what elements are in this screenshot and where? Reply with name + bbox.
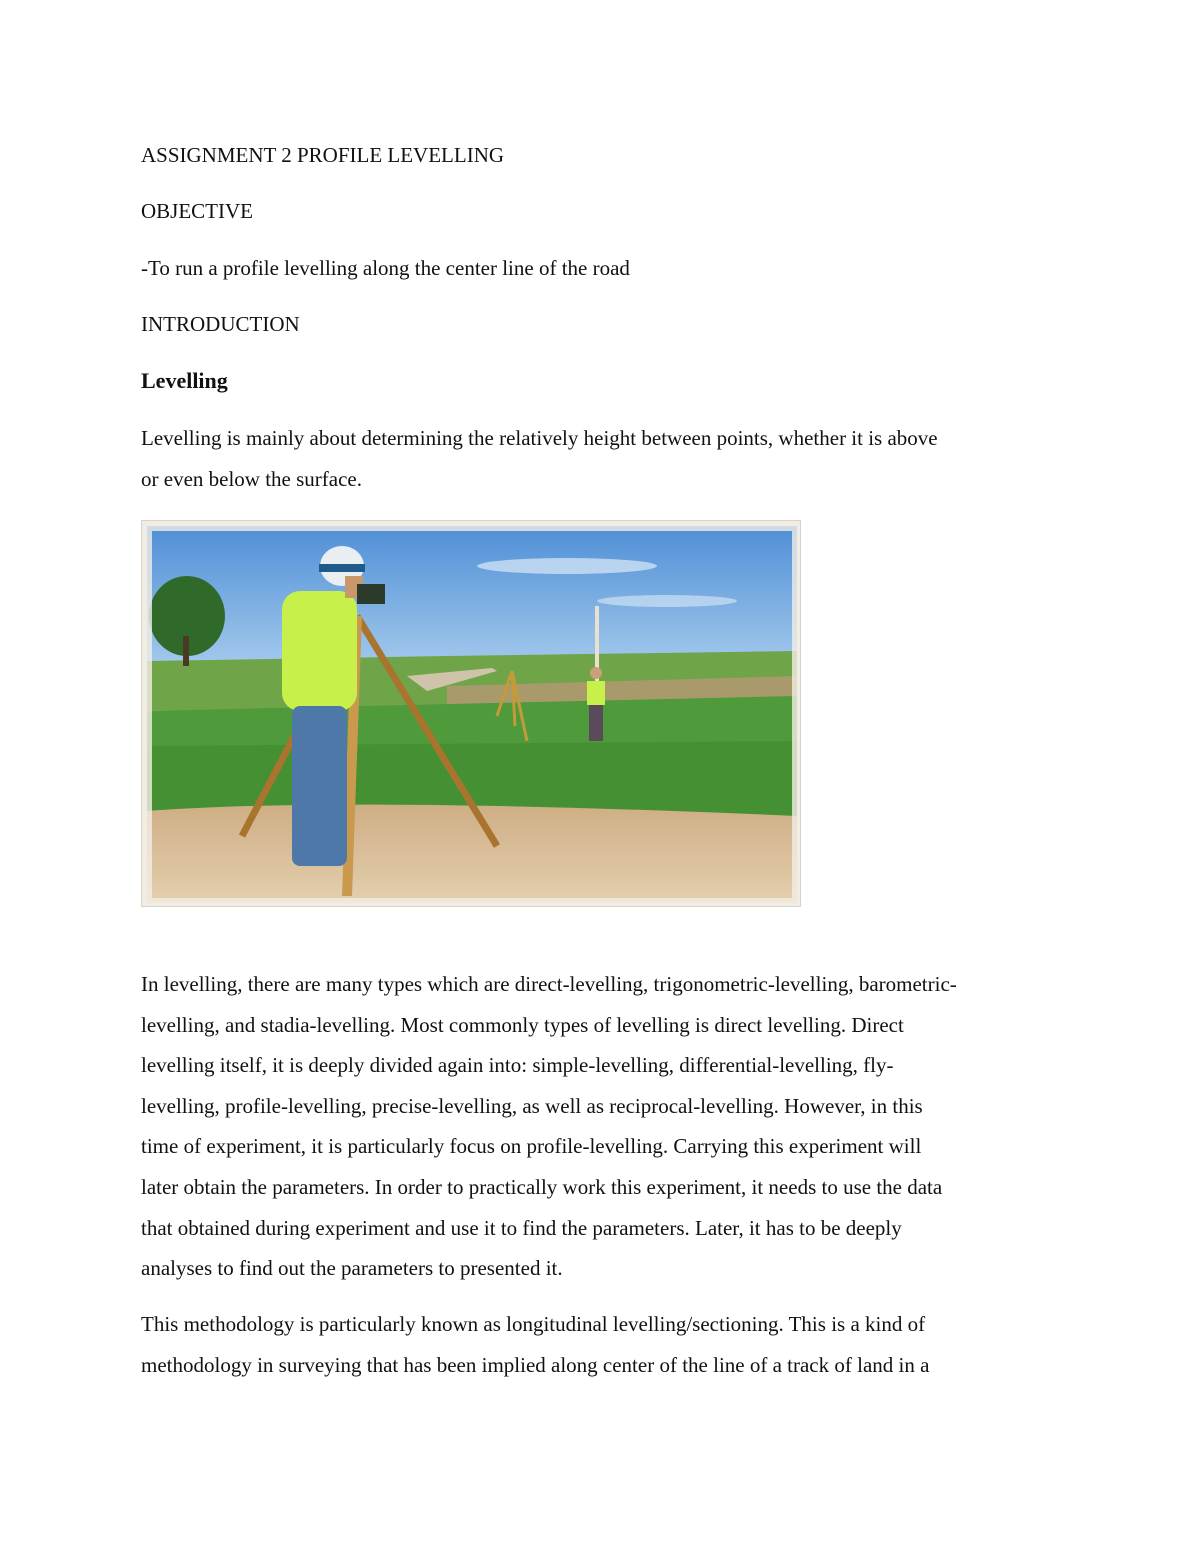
- level-instrument: [357, 584, 385, 604]
- document-title: ASSIGNMENT 2 PROFILE LEVELLING: [141, 143, 505, 167]
- methodology-paragraph: [141, 1304, 1071, 1385]
- paragraph-line: In levelling, there are many types which are direct-levelling, trigonometric-levelling, barometric-: [141, 972, 957, 996]
- surveyor-vest: [282, 591, 357, 711]
- paragraph-line: This methodology is particularly known as longitudinal levelling/sectioning. This is a kind of: [141, 1312, 926, 1336]
- levelling-types-paragraph: [141, 964, 1071, 1289]
- paragraph-line: later obtain the parameters. In order to practically work this experiment, it needs to use the data: [141, 1174, 943, 1199]
- introduction-heading: INTRODUCTION: [141, 312, 300, 336]
- paragraph-line: that obtained during experiment and use it to find the parameters. Later, it has to be deeply: [141, 1215, 902, 1240]
- levelling-definition-paragraph: [141, 418, 1071, 499]
- paragraph-line: levelling, profile-levelling, precise-levelling, as well as reciprocal-levelling. However, in this: [141, 1093, 923, 1118]
- surveying-photo-illustration: [147, 526, 797, 903]
- paragraph-line: analyses to find out the parameters to presented it.: [141, 1256, 563, 1281]
- surveyor-jeans: [292, 706, 347, 866]
- levelling-heading: Levelling: [141, 368, 228, 393]
- paragraph-line: time of experiment, it is particularly focus on profile-levelling. Carrying this experiment will: [141, 1134, 922, 1159]
- surveying-photo: [141, 520, 801, 907]
- soil: [147, 805, 797, 903]
- paragraph-line: or even below the surface.: [141, 466, 362, 491]
- paragraph-line: levelling itself, it is deeply divided again into: simple-levelling, differential-levelling, fly-: [141, 1053, 894, 1078]
- objective-text: -To run a profile levelling along the center line of the road: [141, 256, 630, 280]
- paragraph-line: levelling, and stadia-levelling. Most commonly types of levelling is direct levelling. Direct: [141, 1012, 904, 1037]
- paragraph-line: Levelling is mainly about determining the relatively height between points, whether it is above: [141, 426, 938, 450]
- staff-holder: [587, 681, 605, 705]
- objective-heading: OBJECTIVE: [141, 199, 253, 223]
- paragraph-line: methodology in surveying that has been implied along center of the line of a track of land in a: [141, 1352, 930, 1377]
